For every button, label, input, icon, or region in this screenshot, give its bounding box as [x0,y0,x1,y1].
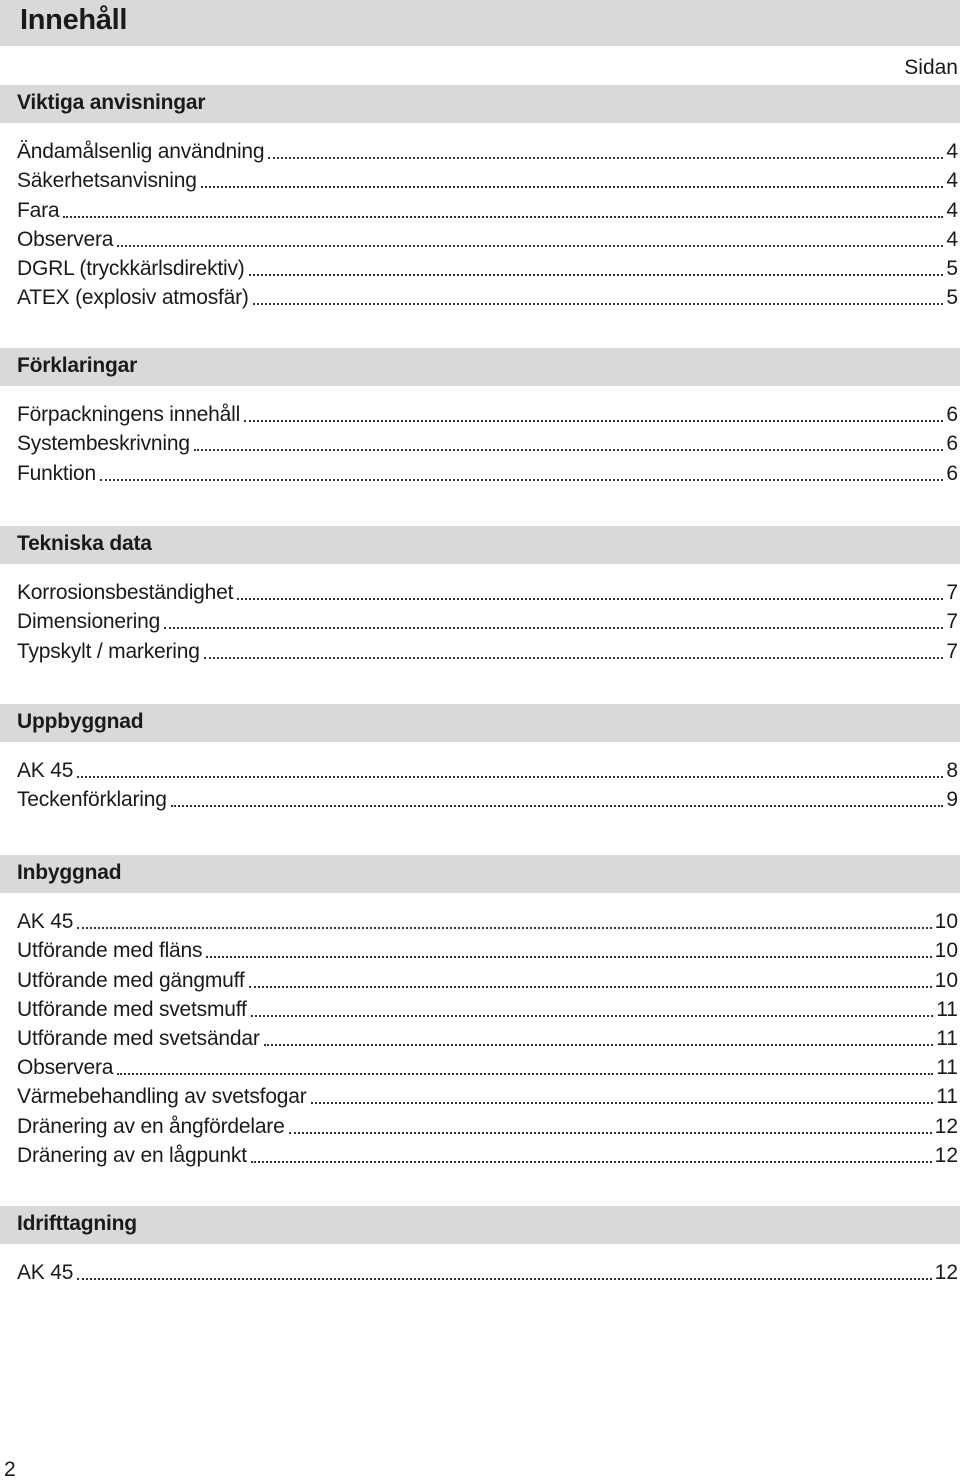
toc-entry-label: DGRL (tryckkärlsdirektiv) [17,256,245,280]
toc-entry-page-number: 12 [934,1114,958,1138]
toc-entry[interactable] [0,1109,960,1138]
section-header-bar [0,348,960,386]
section-title: Tekniska data [17,532,152,555]
section-header-bar [0,85,960,123]
toc-entry[interactable] [0,252,960,281]
toc-entry-page-number: 11 [936,1056,958,1080]
toc-entry[interactable] [0,783,960,812]
toc-entry-label: AK 45 [17,910,74,934]
dot-leader [171,804,944,807]
toc-entry-page-number: 9 [946,788,958,812]
section-header-bar [0,704,960,742]
toc-entry-page-number: 7 [946,610,958,634]
toc-section-forklaringar [0,348,960,486]
page-title: Innehåll [20,4,128,36]
toc-section-viktiga-anvisningar [0,85,960,310]
title-bar [0,0,960,46]
toc-entry-list [0,576,960,664]
toc-entry-page-number: 7 [946,581,958,605]
toc-entry-list [0,1256,960,1285]
section-header-bar [0,855,960,893]
toc-entry-label: Förpackningens innehåll [17,403,241,427]
toc-entry[interactable] [0,905,960,934]
toc-section-idrifttagning [0,1206,960,1285]
toc-entry[interactable] [0,1022,960,1051]
section-title: Viktiga anvisningar [17,91,206,114]
toc-entry-page-number: 6 [946,461,958,485]
toc-entry[interactable] [0,164,960,193]
toc-section-uppbyggnad [0,704,960,812]
dot-leader [289,1131,932,1134]
dot-leader [251,1160,932,1163]
toc-entry[interactable] [0,963,960,992]
toc-entry[interactable] [0,605,960,634]
toc-entry-label: Observera [17,227,114,251]
dot-leader [253,302,944,305]
toc-entry-page-number: 4 [946,169,958,193]
dot-leader [77,775,943,778]
toc-entry[interactable] [0,1139,960,1168]
toc-entry-label: AK 45 [17,759,74,783]
section-title: Uppbyggnad [17,710,144,733]
dot-leader [249,273,944,276]
dot-leader [264,1043,934,1046]
toc-entry-label: Funktion [17,461,96,485]
toc-entry-label: Värmebehandling av svetsfogar [17,1085,307,1109]
toc-entry-page-number: 12 [934,1261,958,1285]
dot-leader [201,185,944,188]
toc-section-inbyggnad [0,855,960,1168]
toc-entry[interactable] [0,1080,960,1109]
dot-leader [117,244,943,247]
dot-leader [244,419,943,422]
toc-entry-page-number: 12 [934,1143,958,1167]
toc-entry[interactable] [0,223,960,252]
toc-entry[interactable] [0,398,960,427]
toc-entry-list [0,135,960,310]
toc-entry[interactable] [0,754,960,783]
toc-entry-page-number: 4 [946,198,958,222]
toc-entry-page-number: 4 [946,140,958,164]
toc-entry-list [0,754,960,812]
section-title: Idrifttagning [17,1212,137,1235]
section-title: Inbyggnad [17,861,122,884]
dot-leader [206,955,931,958]
dot-leader [100,478,943,481]
toc-entry-page-number: 6 [946,403,958,427]
dot-leader [194,448,943,451]
toc-entry-label: Observera [17,1056,114,1080]
toc-entry[interactable] [0,135,960,164]
dot-leader [77,1277,931,1280]
dot-leader [251,1014,934,1017]
toc-entry[interactable] [0,934,960,963]
toc-entry-page-number: 11 [936,997,958,1021]
toc-entry-page-number: 10 [934,968,958,992]
dot-leader [117,1072,933,1075]
toc-entry-page-number: 4 [946,227,958,251]
toc-entry-page-number: 6 [946,432,958,456]
toc-entry-label: AK 45 [17,1261,74,1285]
toc-section-tekniska-data [0,526,960,664]
toc-entry-label: Dimensionering [17,610,161,634]
toc-entry-label: Teckenförklaring [17,788,167,812]
dot-leader [249,985,932,988]
toc-entry-page-number: 5 [946,286,958,310]
toc-entry-label: Dränering av en ångfördelare [17,1114,285,1138]
toc-entry[interactable] [0,193,960,222]
toc-entry-label: Säkerhetsanvisning [17,169,197,193]
toc-entry[interactable] [0,1051,960,1080]
toc-entry[interactable] [0,634,960,663]
toc-entry-page-number: 10 [934,910,958,934]
toc-entry[interactable] [0,576,960,605]
toc-entry-label: Ändamålsenlig användning [17,140,265,164]
toc-entry-label: Dränering av en lågpunkt [17,1143,247,1167]
page-column-label: Sidan [904,56,958,79]
dot-leader [237,597,943,600]
toc-entry[interactable] [0,993,960,1022]
toc-entry-page-number: 11 [936,1026,958,1050]
dot-leader [77,926,931,929]
toc-entry-label: Korrosionsbeständighet [17,581,234,605]
dot-leader [204,656,944,659]
toc-entry-label: Typskylt / markering [17,639,200,663]
section-title: Förklaringar [17,354,138,377]
toc-entry-label: Utförande med svetsändar [17,1026,260,1050]
toc-entry-page-number: 8 [946,759,958,783]
toc-entry-list [0,398,960,486]
toc-entry-label: ATEX (explosiv atmosfär) [17,286,249,310]
section-header-bar [0,526,960,564]
footer-page-number: 2 [4,1458,16,1481]
toc-entry-page-number: 11 [936,1085,958,1109]
toc-entry-page-number: 7 [946,639,958,663]
toc-entry[interactable] [0,1256,960,1285]
toc-entry-list [0,905,960,1168]
toc-entry-label: Fara [17,198,60,222]
toc-entry-label: Utförande med svetsmuff [17,997,247,1021]
toc-entry-page-number: 5 [946,256,958,280]
dot-leader [268,156,943,159]
dot-leader [63,215,943,218]
toc-entry-label: Utförande med fläns [17,939,203,963]
dot-leader [164,626,943,629]
toc-entry[interactable] [0,456,960,485]
toc-entry-label: Systembeskrivning [17,432,190,456]
toc-entry-label: Utförande med gängmuff [17,968,245,992]
toc-entry[interactable] [0,427,960,456]
toc-entry[interactable] [0,281,960,310]
dot-leader [311,1101,934,1104]
section-header-bar [0,1206,960,1244]
toc-entry-page-number: 10 [934,939,958,963]
